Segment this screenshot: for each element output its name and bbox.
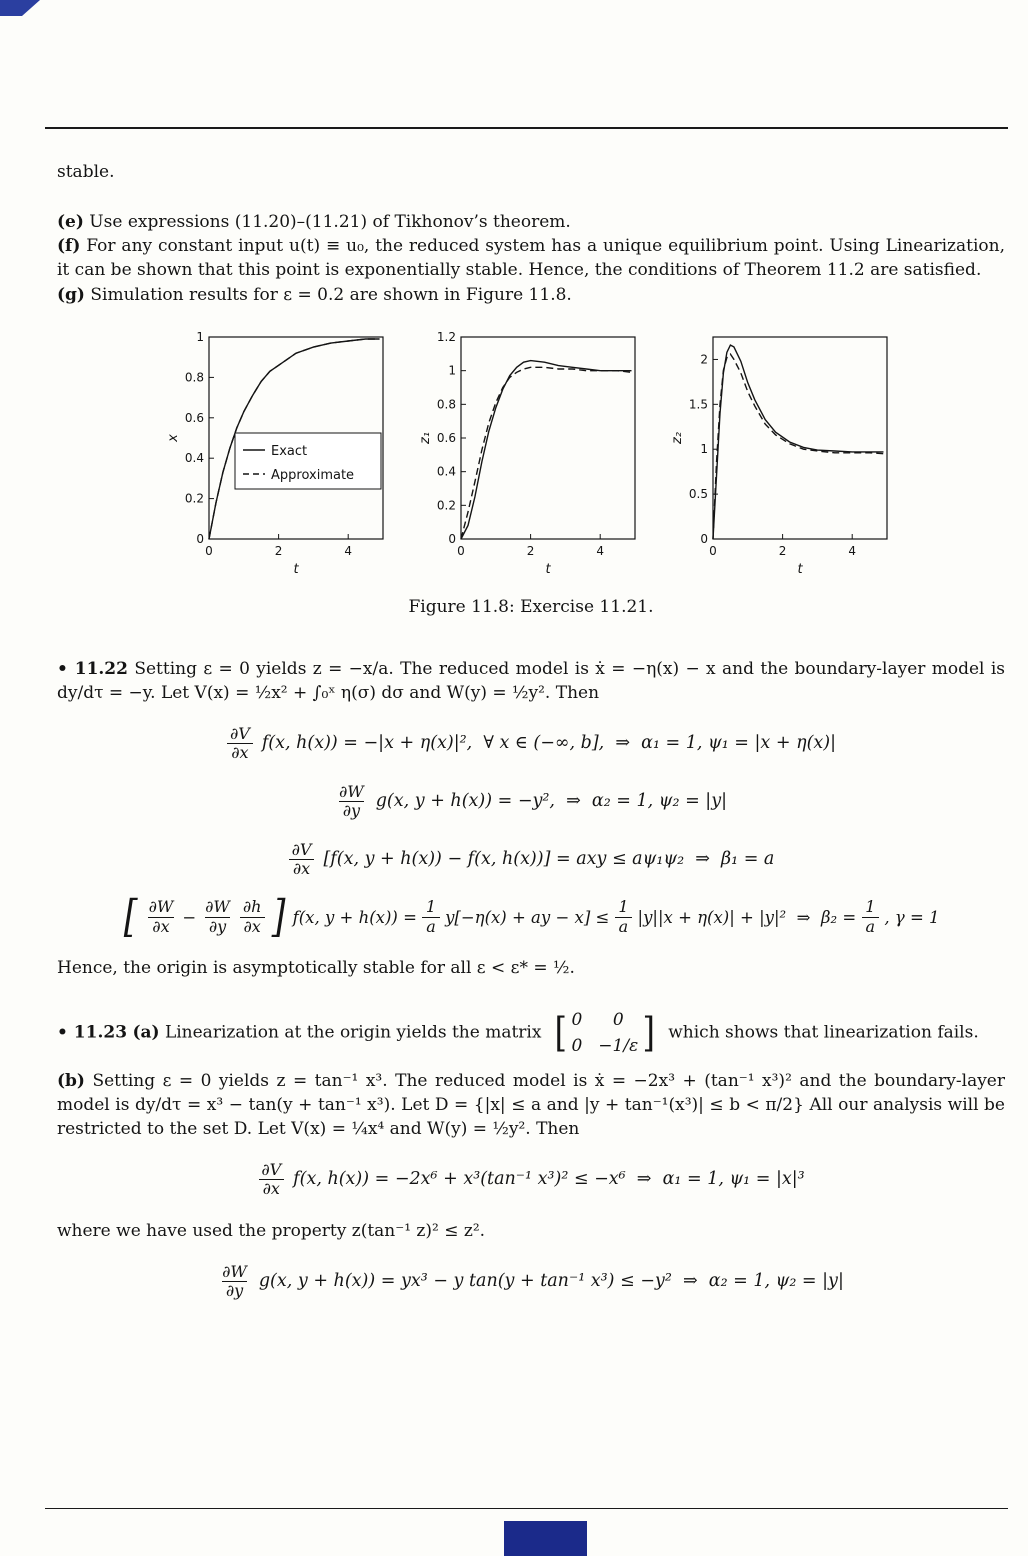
exercise-11-22-text: Setting ε = 0 yields z = −x/a. The reduced model is ẋ = −η(x) − x and the boundary-layer model is dy/dτ = −y. Let V(x) = ½x² + ∫₀ˣ η(σ) dσ and W(y) = ½y². Then <box>57 658 1005 703</box>
chart-svg <box>669 327 897 577</box>
svg-text:x: x <box>166 433 181 442</box>
svg-text:Exact: Exact <box>271 443 308 459</box>
svg-text:4: 4 <box>596 543 605 558</box>
svg-text:t: t <box>293 561 299 577</box>
svg-text:4: 4 <box>848 543 857 558</box>
fraction-denominator: ∂x <box>227 743 252 762</box>
chart-svg <box>165 327 393 577</box>
svg-text:0.4: 0.4 <box>436 464 456 479</box>
equation-11-22-1 <box>57 725 1005 763</box>
item-f <box>57 234 1005 282</box>
fraction-numerator: ∂W <box>205 897 230 917</box>
fraction-numerator: ∂V <box>229 724 250 743</box>
svg-text:1.2: 1.2 <box>436 329 456 344</box>
exercise-11-23-b <box>57 1069 1005 1141</box>
chart-x-vs-t <box>165 327 393 577</box>
bottom-rule <box>45 1508 1008 1509</box>
item-g <box>57 283 1005 307</box>
svg-text:0.2: 0.2 <box>436 497 456 512</box>
minus-sign: − <box>182 907 197 927</box>
partial-W-x-fraction <box>145 898 178 936</box>
fraction-denominator: ∂y <box>222 1281 247 1300</box>
svg-text:z₂: z₂ <box>670 431 685 444</box>
svg-text:1: 1 <box>196 329 204 344</box>
fraction-numerator: ∂W <box>339 781 364 801</box>
stable-text: stable. <box>57 162 115 182</box>
svg-text:2: 2 <box>526 543 535 558</box>
equation-11-22-4: [ $\frac{\partial W}{\partial x}$ − $\frac{\partial W}{\partial y}$ $\frac{\partial h}{\partial x}$ ] f(x, y + h(x)) = $\frac{1}{a}$ y[−η(x) + ay − x] ≤ $\frac{1}{a}$ |y||x + η(x)| + |y|² ⇒ β₂ = $\frac{1}{a}$ , γ = 1 <box>124 891 940 943</box>
exercise-11-23-a <box>57 1008 1005 1058</box>
equation-11-23-2 <box>57 1263 1005 1301</box>
exercise-11-22-number: • 11.22 <box>57 658 128 679</box>
svg-text:0: 0 <box>457 543 465 558</box>
fraction-numerator: 1 <box>618 897 629 917</box>
matrix-cell: 0 <box>571 1036 583 1057</box>
matrix-cell: 0 <box>571 1010 583 1031</box>
fraction-denominator: ∂x <box>148 917 173 936</box>
fraction-denominator: a <box>422 917 440 936</box>
equation-body: g(x, y + h(x)) = yx³ − y tan(y + tan⁻¹ x³) ≤ −y² ⇒ α₂ = 1, ψ₂ = |y| <box>258 1271 844 1292</box>
svg-text:2: 2 <box>700 352 708 367</box>
matrix-cell: 0 <box>612 1010 624 1031</box>
matrix-cell: −1/ε <box>598 1036 639 1057</box>
content <box>57 160 1005 1321</box>
item-e-text: Use expressions (11.20)–(11.21) of Tikhonov’s theorem. <box>83 212 571 233</box>
svg-text:z₁: z₁ <box>418 431 433 444</box>
exercise-11-23-number: • 11.23 <box>57 1022 128 1043</box>
chart-svg <box>417 327 645 577</box>
matrix-cells <box>571 1008 638 1058</box>
svg-text:1: 1 <box>700 441 708 456</box>
item-g-label: (g) <box>57 284 85 305</box>
equation-body: f(x, y + h(x)) = <box>292 907 417 927</box>
svg-text:4: 4 <box>344 543 353 558</box>
fraction-numerator: ∂V <box>291 839 312 859</box>
svg-text:0: 0 <box>205 543 213 558</box>
chart-z1-vs-t <box>417 327 645 577</box>
equation-body: y[−η(x) + ay − x] ≤ <box>445 907 610 927</box>
svg-text:0.6: 0.6 <box>436 430 456 445</box>
item-f-text: For any constant input u(t) ≡ u₀, the reduced system has a unique equilibrium point. Using Linearization, it can be shown that this point is exponentially stable. Hence, the conditions of Theorem 11.2 are satisfied. <box>57 236 1005 281</box>
svg-text:2: 2 <box>778 543 787 558</box>
svg-text:0: 0 <box>196 531 204 546</box>
corner-mark <box>0 0 40 16</box>
fraction-denominator: ∂x <box>259 1179 284 1198</box>
partial-V-x-fraction <box>226 725 254 763</box>
fraction-numerator: ∂V <box>261 1159 282 1179</box>
partial-W-y-fraction <box>201 898 234 936</box>
fraction-numerator: 1 <box>425 897 437 917</box>
fraction-numerator: ∂W <box>148 897 174 917</box>
item-a-post-text: which shows that linearization fails. <box>668 1022 979 1043</box>
partial-V-x-fraction <box>257 1161 285 1199</box>
property-text: where we have used the property z(tan⁻¹ z)² ≤ z². <box>57 1220 486 1241</box>
partial-W-y-fraction <box>218 1263 251 1301</box>
figure-11-8 <box>57 327 1005 577</box>
equation-body: |y||x + η(x)| + |y|² ⇒ β₂ = <box>637 907 857 927</box>
footer-block <box>504 1521 587 1556</box>
svg-text:2: 2 <box>274 543 283 558</box>
fraction-denominator: a <box>615 917 633 936</box>
chart-z2-vs-t <box>669 327 897 577</box>
equation-body: f(x, h(x)) = −|x + η(x)|², ∀ x ∈ (−∞, b], ⇒ α₁ = 1, ψ₁ = |x + η(x)| <box>261 733 836 754</box>
svg-text:0.2: 0.2 <box>184 491 204 506</box>
equation-11-23-1 <box>57 1161 1005 1199</box>
partial-h-x-fraction <box>239 898 266 936</box>
svg-text:0.5: 0.5 <box>688 486 708 501</box>
item-a-label: (a) <box>132 1022 160 1043</box>
svg-text:0.8: 0.8 <box>436 396 456 411</box>
fraction-numerator: 1 <box>865 897 876 917</box>
svg-text:0: 0 <box>448 531 456 546</box>
fraction-numerator: ∂W <box>222 1261 247 1281</box>
svg-text:0.6: 0.6 <box>184 410 204 425</box>
svg-text:0.4: 0.4 <box>184 450 204 465</box>
equation-11-22-2 <box>57 783 1005 821</box>
fraction-denominator: ∂y <box>339 801 364 820</box>
item-e <box>57 210 1005 234</box>
item-a-pre-text: Linearization at the origin yields the matrix <box>159 1022 542 1043</box>
fraction-denominator: ∂x <box>240 917 265 936</box>
top-rule <box>45 127 1008 129</box>
svg-text:1.5: 1.5 <box>688 396 708 411</box>
svg-text:Approximate: Approximate <box>271 467 355 483</box>
hence-text: Hence, the origin is asymptotically stable for all ε < ε* = ½. <box>57 958 575 979</box>
item-b-text: Setting ε = 0 yields z = tan⁻¹ x³. The reduced model is ẋ = −2x³ + (tan⁻¹ x³)² and the boundary-layer model is dy/dτ = x³ − tan(y + tan⁻¹ x³). Let D = {|x| ≤ a and |y + tan⁻¹(x³)| ≤ b < π/2} All our analysis will be restricted to the set D. Let V(x) = ¼x⁴ and W(y) = ½y². Then <box>57 1070 1005 1139</box>
equation-body: f(x, h(x)) = −2x⁶ + x³(tan⁻¹ x³)² ≤ −x⁶ ⇒ α₁ = 1, ψ₁ = |x|³ <box>293 1169 805 1190</box>
equation-body: g(x, y + h(x)) = −y², ⇒ α₂ = 1, ψ₂ = |y| <box>375 791 727 812</box>
one-over-a-fraction <box>861 898 879 936</box>
equation-body: , γ = 1 <box>884 907 940 927</box>
exercise-11-22 <box>57 657 1005 705</box>
item-g-text: Simulation results for ε = 0.2 are shown in Figure 11.8. <box>84 284 572 305</box>
figure-caption: Figure 11.8: Exercise 11.21. <box>408 596 654 617</box>
equation-body: [f(x, y + h(x)) − f(x, h(x))] = axy ≤ aψ₁ψ₂ ⇒ β₁ = a <box>323 849 775 870</box>
svg-text:0: 0 <box>700 531 708 546</box>
fraction-denominator: ∂x <box>289 859 314 878</box>
item-f-label: (f) <box>57 236 81 257</box>
fraction-denominator: a <box>862 917 880 936</box>
fraction-numerator: ∂h <box>242 897 262 917</box>
item-b-label: (b) <box>57 1070 85 1091</box>
equation-11-22-3 <box>57 841 1005 879</box>
fraction-denominator: ∂y <box>205 917 230 936</box>
partial-W-y-fraction <box>335 783 368 821</box>
svg-text:t: t <box>797 561 803 577</box>
one-over-a-fraction <box>614 898 632 936</box>
partial-V-x-fraction <box>288 841 316 879</box>
svg-text:0.8: 0.8 <box>184 370 204 385</box>
matrix: [ 0 0 0 −1/ε ] <box>553 1008 657 1058</box>
svg-text:1: 1 <box>448 363 456 378</box>
one-over-a-fraction <box>422 898 440 936</box>
svg-text:0: 0 <box>709 543 717 558</box>
svg-text:t: t <box>545 561 551 577</box>
item-e-label: (e) <box>57 212 84 233</box>
